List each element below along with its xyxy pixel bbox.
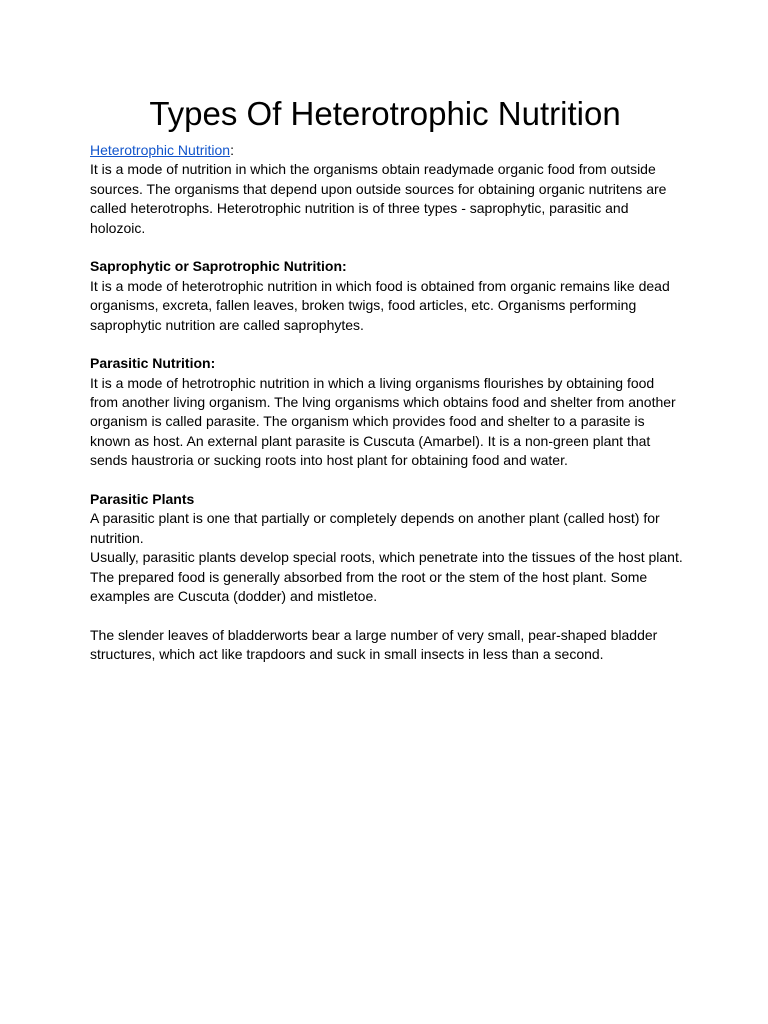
saprophytic-section (90, 257, 690, 335)
paragraph-line: called heterotrophs. Heterotrophic nutrition is of three types - saprophytic, parasitic and (90, 200, 629, 217)
section-heading-parasitic-plants: Parasitic Plants (90, 491, 195, 508)
paragraph-line: from another living organism. The lving organisms which obtains food and shelter from another (90, 394, 676, 411)
paragraph-line: The prepared food is generally absorbed from the root or the stem of the host plant. Some (90, 568, 648, 585)
paragraph-line: known as host. An external plant parasite is Cuscuta (Amarbel). It is a non-green plant that (90, 432, 651, 449)
paragraph-line: saprophytic nutrition are called saprophytes. (90, 316, 364, 333)
section-heading-parasitic: Parasitic Nutrition: (90, 355, 216, 372)
paragraph-line: organisms, excreta, fallen leaves, broken twigs, food articles, etc. Organisms performing (90, 297, 637, 314)
paragraph-line: nutrition. (90, 529, 144, 546)
intro-link-line (90, 141, 690, 160)
document-body (90, 141, 690, 665)
paragraph-spacer (90, 606, 690, 625)
section-heading-saprophytic: Saprophytic or Saprotrophic Nutrition: (90, 258, 347, 275)
paragraph-line: It is a mode of nutrition in which the organisms obtain readymade organic food from outside (90, 161, 656, 178)
paragraph-line: It is a mode of hetrotrophic nutrition in which a living organisms flourishes by obtaining food (90, 374, 655, 391)
paragraph-line: It is a mode of heterotrophic nutrition in which food is obtained from organic remains like dead (90, 277, 670, 294)
paragraph-spacer (90, 471, 690, 490)
paragraph-spacer (90, 335, 690, 354)
paragraph-line: The slender leaves of bladderworts bear a large number of very small, pear-shaped bladder (90, 626, 658, 643)
parasitic-section (90, 354, 690, 470)
paragraph-line: organism is called parasite. The organism which provides food and shelter to a parasite is (90, 413, 645, 430)
paragraph-line: Usually, parasitic plants develop special roots, which penetrate into the tissues of the host plant. (90, 549, 683, 566)
paragraph-line: sources. The organisms that depend upon outside sources for obtaining organic nutritens are (90, 180, 667, 197)
bladderworts-section (90, 626, 690, 665)
link-suffix: : (230, 142, 234, 158)
paragraph-spacer (90, 238, 690, 257)
paragraph-line: A parasitic plant is one that partially or completely depends on another plant (called host) for (90, 510, 660, 527)
parasitic-plants-section (90, 490, 690, 606)
paragraph-line: sends haustroria or sucking roots into host plant for obtaining food and water. (90, 452, 568, 469)
paragraph-line: holozoic. (90, 219, 146, 236)
intro-section (90, 141, 690, 238)
paragraph-line: structures, which act like trapdoors and suck in small insects in less than a second. (90, 646, 604, 663)
heterotrophic-nutrition-link[interactable]: Heterotrophic Nutrition (90, 142, 231, 158)
page-title: Types Of Heterotrophic Nutrition (149, 95, 621, 132)
paragraph-line: examples are Cuscuta (dodder) and mistletoe. (90, 587, 378, 604)
